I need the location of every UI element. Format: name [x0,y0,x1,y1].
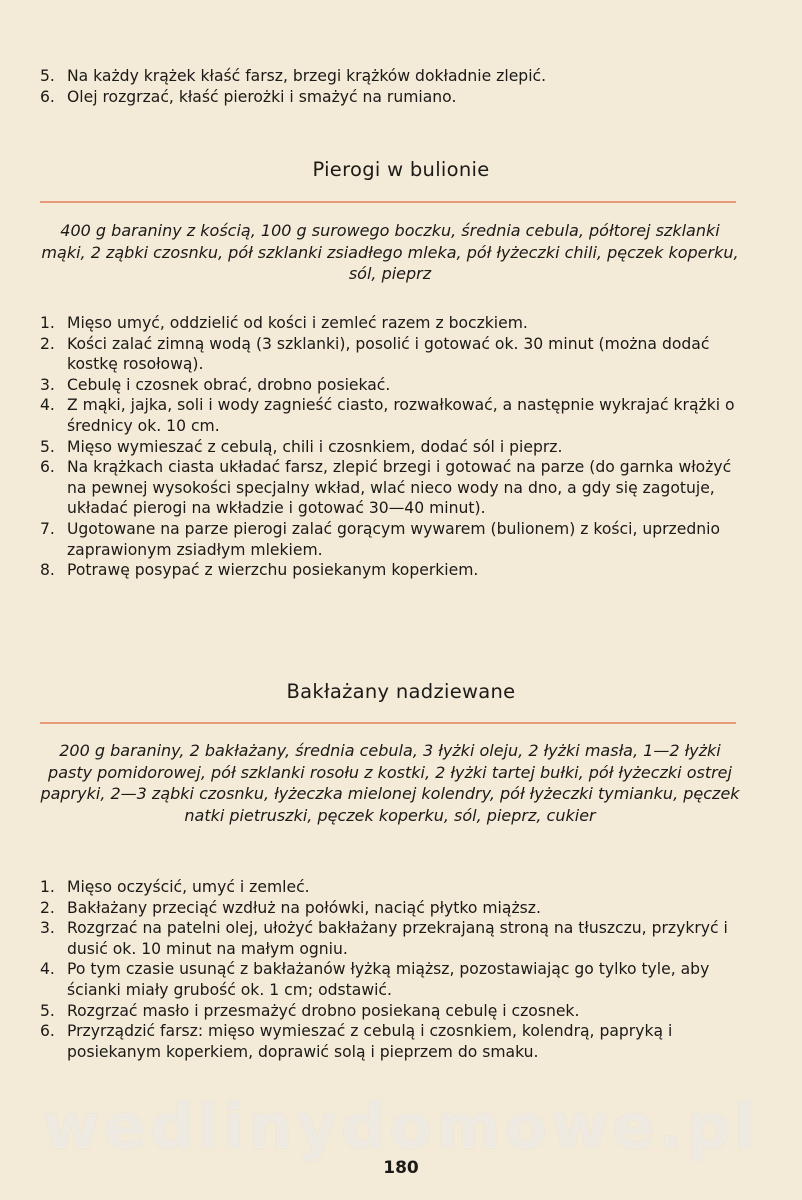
step-number: 6. [40,1022,55,1041]
step-number: 2. [40,334,55,353]
list-item [40,959,740,1000]
step-text: Na każdy krążek kłaść farsz, brzegi krążków dokładnie zlepić. [67,67,547,85]
step-text: Przyrządzić farsz: mięso wymieszać z cebulą i czosnkiem, kolendrą, papryką i posiekanym koperkiem, doprawić solą i pieprzem do smaku. [67,1022,673,1061]
step-number: 5. [40,1001,55,1020]
list-item [40,918,740,959]
recipe-title: Pierogi w bulionie [312,158,490,181]
step-text: Cebulę i czosnek obrać, drobno posiekać. [67,375,391,394]
list-item [40,334,740,375]
step-text: Mięso oczyścić, umyć i zemleć. [67,878,310,896]
step-number: 5. [40,67,55,85]
step-text: Z mąki, jajka, soli i wody zagnieść ciasto, rozwałkować, a następnie wykrajać krążki o średnicy ok. 10 cm. [67,396,735,435]
step-text: Bakłażany przeciąć wzdłuż na połówki, naciąć płytko miąższ. [67,898,541,917]
step-number: 5. [40,437,55,456]
watermark: wedlinydomowe.pl [42,1090,760,1163]
list-item [40,1021,740,1062]
step-text: Olej rozgrzać, kłaść pierożki i smażyć na rumiano. [67,87,457,106]
step-text: Na krążkach ciasta układać farsz, zlepić brzegi i gotować na parze (do garnka włożyć na pewnej wysokości specjalny wkład, wlać nieco wody na dno, a gdy się zagotuje, układać pierogi na wkładzie i gotować 30—40 minut). [67,458,732,518]
step-number: 6. [40,458,55,477]
step-number: 4. [40,396,55,415]
step-number: 8. [40,561,55,580]
recipe-title: Bakłażany nadziewane [286,680,516,703]
list-item [40,457,740,519]
step-number: 7. [40,519,55,538]
list-item [40,313,740,334]
title-divider [40,722,736,724]
step-text: Mięso wymieszać z cebulą, chili i czosnkiem, dodać sól i pieprz. [67,437,563,456]
step-number: 3. [40,919,55,938]
list-item [40,519,740,560]
page-number: 180 [383,1158,419,1178]
recipe-steps-list [40,877,740,1062]
step-number: 3. [40,375,55,394]
step-text: Kości zalać zimną wodą (3 szklanki), posolić i gotować ok. 30 minut (można dodać kostkę rosołową). [67,334,710,374]
list-item [40,877,740,898]
step-number: 1. [40,878,55,896]
list-item [40,395,740,436]
step-text: Potrawę posypać z wierzchu posiekanym koperkiem. [67,561,479,580]
step-text: Rozgrzać na patelni olej, ułożyć bakłażany przekrajaną stroną na tłuszczu, przykryć i dusić ok. 10 minut na małym ogniu. [67,919,728,958]
list-item [40,87,740,108]
step-text: Mięso umyć, oddzielić od kości i zemleć razem z boczkiem. [67,314,528,332]
list-item [40,437,740,458]
title-divider [40,201,736,203]
step-number: 2. [40,898,55,917]
step-number: 1. [40,314,55,332]
step-text: Po tym czasie usunąć z bakłażanów łyżką miąższ, pozostawiając go tylko tyle, aby ścianki miały grubość ok. 1 cm; odstawić. [67,960,710,999]
ingredients-list: 200 g baraniny, 2 bakłażany, średnia cebula, 3 łyżki oleju, 2 łyżki masła, 1—2 łyżki pasty pomidorowej, pół szklanki rosołu z kostki, 2 łyżki tartej bułki, pół łyżeczki ostrej papryki, 2—3 ząbki czosnku, łyżeczka mielonej kolendry, pół łyżeczki tymianku, pęczek natki pietruszki, pęczek koperku, sól, pieprz, cukier [40,741,740,825]
list-item [40,375,740,396]
list-item [40,898,740,919]
list-item [40,560,740,581]
list-item [40,66,740,87]
step-number: 6. [40,87,55,106]
step-text: Ugotowane na parze pierogi zalać gorącym wywarem (bulionem) z kości, uprzednio zaprawionym zsiadłym mlekiem. [67,519,720,559]
top-steps-list [40,66,740,107]
ingredients-list: 400 g baraniny z kością, 100 g surowego boczku, średnia cebula, półtorej szklanki mąki, 2 ząbki czosnku, pół szklanki zsiadłego mleka, pół łyżeczki chili, pęczek koperku, sól, pieprz [41,221,739,284]
step-number: 4. [40,960,55,979]
list-item [40,1001,740,1022]
recipe-steps-list [40,313,740,581]
step-text: Rozgrzać masło i przesmażyć drobno posiekaną cebulę i czosnek. [67,1001,580,1020]
